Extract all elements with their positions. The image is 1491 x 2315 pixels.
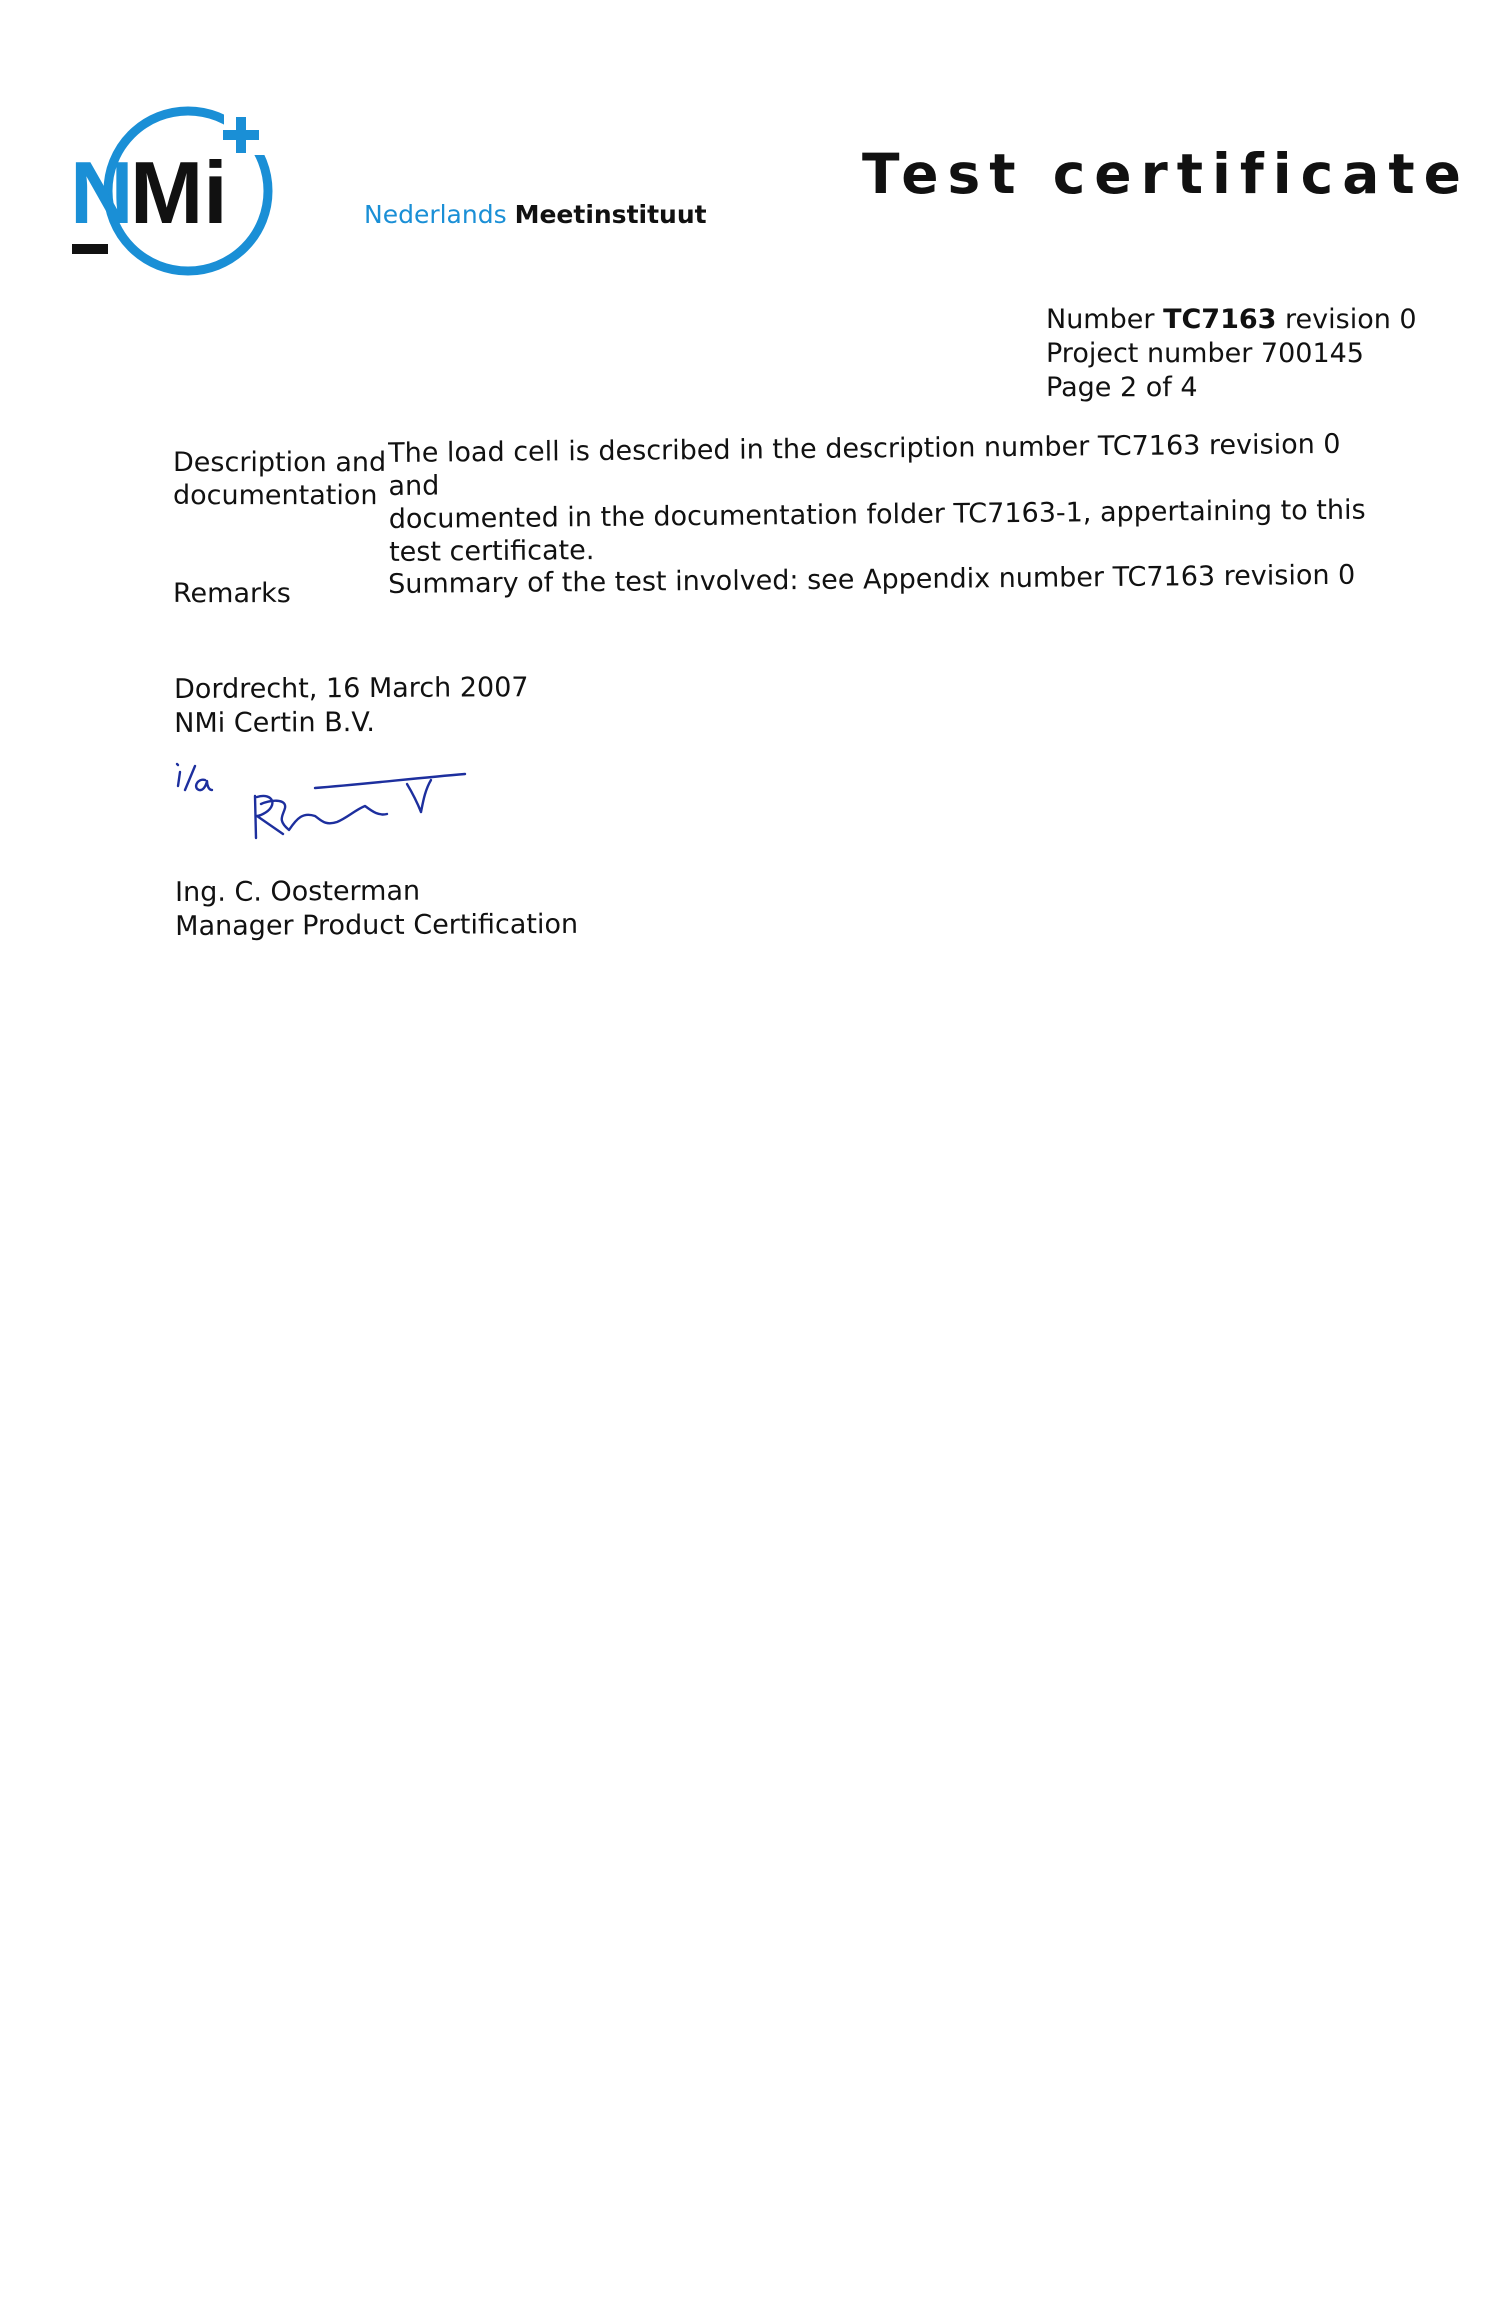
remarks-label: Remarks [173, 578, 291, 609]
logo-minus-bar [72, 244, 108, 254]
institute-name-part2: Meetinstituut [514, 200, 707, 229]
logo-plus-horizontal [223, 130, 259, 140]
signer-name: Ing. C. Oosterman [175, 875, 421, 908]
revision-text: revision 0 [1285, 304, 1417, 335]
signer-position: Manager Product Certification [175, 908, 579, 942]
description-label-line2: documentation [173, 480, 378, 511]
place-date-block [174, 671, 529, 741]
handwritten-signature [165, 750, 485, 860]
nmi-logo [60, 95, 310, 295]
signer-block [175, 874, 578, 944]
description-text-line2: documented in the documentation folder TC7163-1, appertaining to this [388, 494, 1366, 535]
signature-stroke-a [196, 780, 212, 790]
description-text-line1: The load cell is described in the description number TC7163 revision 0 and [388, 428, 1341, 502]
description-label-line1: Description and [173, 447, 387, 478]
logo-letter-n: N [70, 143, 134, 242]
description-text [388, 427, 1399, 569]
remarks-text: Summary of the test involved: see Appendix number TC7163 revision 0 [388, 559, 1356, 600]
certificate-title: Test certificate [862, 142, 1470, 206]
organization-name: NMi Certin B.V. [174, 706, 375, 739]
description-label [173, 446, 386, 512]
signature-stroke-body [261, 801, 387, 830]
signature-dot [177, 764, 178, 765]
number-label: Number [1046, 304, 1155, 335]
place-date: Dordrecht, 16 March 2007 [174, 672, 529, 705]
description-text-line3: test certificate. [388, 535, 595, 568]
number-value: TC7163 [1163, 304, 1277, 335]
signature-slash [185, 766, 195, 790]
logo-letters-mi: Mi [130, 143, 228, 242]
signature-stroke-i [178, 772, 180, 786]
institute-name-part1: Nederlands [364, 200, 507, 229]
institute-name [364, 200, 707, 229]
reference-block [1046, 303, 1417, 405]
project-number-line: Project number 700145 [1046, 338, 1364, 369]
signature-stroke-end [407, 780, 431, 812]
reference-number-line [1046, 303, 1417, 337]
signature-stroke-top [315, 774, 465, 788]
page-number-line: Page 2 of 4 [1046, 372, 1198, 403]
